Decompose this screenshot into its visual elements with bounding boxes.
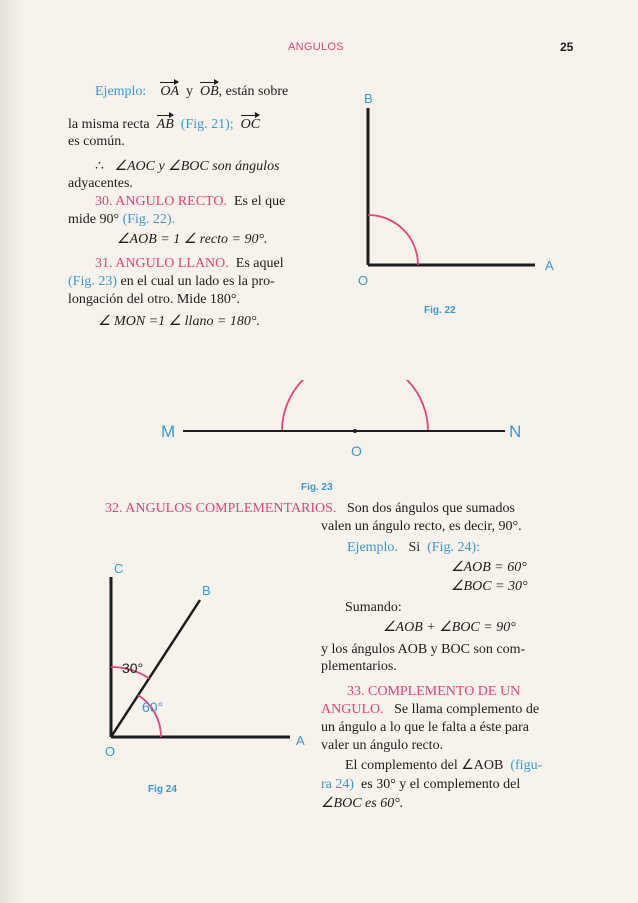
vector-oc: OC xyxy=(241,114,260,135)
section-33-fig-ref-a: (figu- xyxy=(510,758,543,773)
section-31-title: ANGULO LLANO. xyxy=(115,256,229,271)
section-33-line-6 xyxy=(321,774,520,795)
fig22-label-o: O xyxy=(358,273,369,288)
equation-sum: ∠AOB + ∠BOC = 90° xyxy=(383,620,516,635)
fig23-ref: (Fig. 23) xyxy=(68,274,117,289)
figure-22 xyxy=(350,80,570,320)
fig24-angle-30: 30° xyxy=(122,660,144,676)
fig24-angle-60: 60° xyxy=(142,699,164,715)
fig23-straight-angle-arc xyxy=(282,380,428,431)
equation-aob: ∠AOB = 60° xyxy=(451,560,527,575)
page-number: 25 xyxy=(560,40,574,54)
section-30-text: Es el que xyxy=(233,194,286,209)
fig24-label-o: O xyxy=(105,744,116,759)
figure-23 xyxy=(155,380,535,495)
section-32-text-2: valen un ángulo recto, es decir, 90°. xyxy=(321,519,522,534)
section-33-text-5: es 30° y el complemento del xyxy=(361,777,521,792)
estan-sobre: , están sobre xyxy=(218,84,289,99)
section-32-text-1: Son dos ángulos que sumados xyxy=(346,501,515,516)
page-edge xyxy=(0,0,24,903)
running-header: ANGULOS xyxy=(288,41,344,53)
section-31-text: Es aquel xyxy=(235,256,284,271)
section-33-text-3: valer un ángulo recto. xyxy=(321,738,444,753)
vector-oa: OA xyxy=(160,81,179,102)
conclusion-text: ∠AOC y ∠BOC son ángulos xyxy=(114,159,280,174)
section-33-line-5 xyxy=(345,755,542,776)
section-30-title: ANGULO RECTO. xyxy=(115,194,227,209)
es-comun: es común. xyxy=(68,134,125,149)
vector-ob: OB xyxy=(200,81,219,102)
section-30-mide: mide 90° xyxy=(68,212,120,227)
word-y: y xyxy=(186,84,193,99)
fig24-label-b: B xyxy=(202,583,211,598)
adyacentes: adyacentes. xyxy=(68,176,133,191)
section-32-example xyxy=(347,537,480,558)
fig22-ref: (Fig. 22). xyxy=(122,212,176,227)
la-misma-recta: la misma recta xyxy=(68,117,150,132)
section-33-title-a: COMPLEMENTO DE UN xyxy=(368,684,521,699)
fig21-ref: (Fig. 21); xyxy=(180,117,234,132)
fig24-label-c: C xyxy=(114,561,124,576)
fig23-label-m: M xyxy=(161,422,176,441)
fig23-vertex xyxy=(353,429,357,433)
example-line-1 xyxy=(95,81,288,102)
equation-boc: ∠BOC = 30° xyxy=(451,579,528,594)
section-32-ejemplo: Ejemplo. xyxy=(347,540,398,555)
fig23-label-n: N xyxy=(509,422,522,441)
section-33-number: 33. xyxy=(347,684,365,699)
therefore-symbol: ∴ xyxy=(95,159,104,174)
ejemplo-label: Ejemplo: xyxy=(95,84,147,99)
fig22-label-a: A xyxy=(545,258,554,273)
section-33-text-4: El complemento del ∠AOB xyxy=(345,758,504,773)
section-33-fig-ref-b: ra 24) xyxy=(321,777,355,792)
section-32-conclusion-2: plementarios. xyxy=(321,659,397,674)
section-30-number: 30. xyxy=(95,194,113,209)
section-32-si: Si xyxy=(408,540,421,555)
section-31-formula: ∠ MON =1 ∠ llano = 180°. xyxy=(98,314,260,329)
fig22-caption: Fig. 22 xyxy=(424,305,456,316)
section-32-title: ANGULOS COMPLEMENTARIOS. xyxy=(125,501,337,516)
fig24-ref: (Fig. 24): xyxy=(427,540,481,555)
section-31-line-3: longación del otro. Mide 180°. xyxy=(68,292,241,307)
fig23-caption: Fig. 23 xyxy=(301,482,333,493)
section-32-conclusion-1: y los ángulos AOB y BOC son com- xyxy=(321,642,526,657)
section-33-text-6: ∠BOC es 60°. xyxy=(321,796,404,811)
section-33-text-2: un ángulo a lo que le falta a éste para xyxy=(321,720,529,735)
fig23-label-o: O xyxy=(351,443,362,459)
section-30-formula: ∠AOB = 1 ∠ recto = 90°. xyxy=(117,232,268,247)
section-31-number: 31. xyxy=(95,256,113,271)
fig22-right-angle-arc xyxy=(368,215,418,265)
vector-ab: AB xyxy=(157,114,174,135)
fig22-label-b: B xyxy=(364,91,373,106)
section-33-title-b: ANGULO. xyxy=(321,702,384,717)
fig24-label-a: A xyxy=(296,733,305,748)
section-33-text-a: Se llama complemento de xyxy=(394,702,540,717)
section-31-line-2-text: en el cual un lado es la pro- xyxy=(120,274,275,289)
section-32-number: 32. xyxy=(105,501,123,516)
figure-24 xyxy=(100,555,320,795)
section-30-line-2 xyxy=(68,209,175,230)
sumando-label: Sumando: xyxy=(345,600,402,615)
fig24-caption: Fig 24 xyxy=(148,784,177,795)
